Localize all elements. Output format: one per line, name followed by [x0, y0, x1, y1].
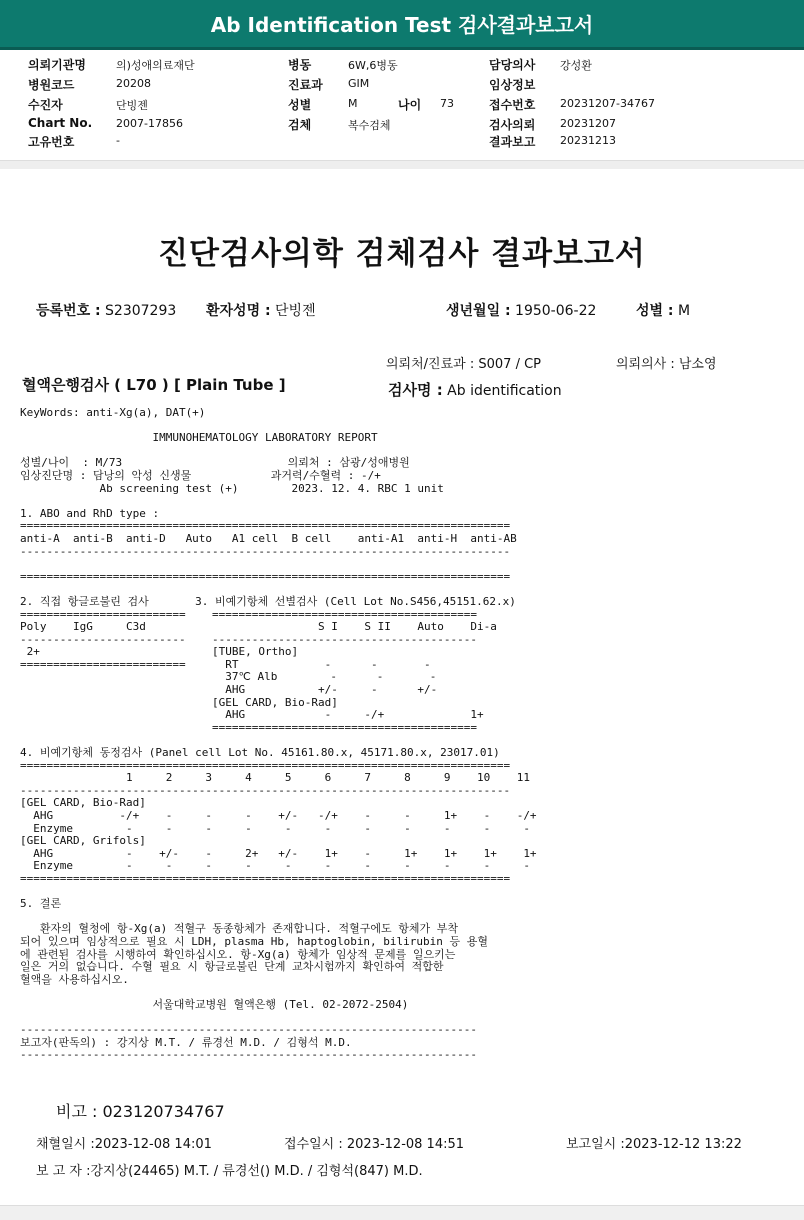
- chart-label: Chart No.: [28, 116, 93, 130]
- reg-value: S2307293: [105, 303, 177, 319]
- name-value: 단빙젠: [275, 303, 316, 319]
- request-dept: 의뢰처/진료과 : S007 / CP: [386, 357, 541, 372]
- reqdate-value: 20231207: [560, 117, 616, 130]
- dept-value: GIM: [348, 77, 370, 90]
- patient-info-panel: [0, 52, 804, 155]
- inst-value: 의)성애의료재단: [116, 59, 195, 72]
- sex-value: M: [348, 97, 358, 110]
- dept-label: 진료과: [288, 78, 323, 92]
- patient-value: 단빙젠: [116, 99, 148, 112]
- note: 비고 : 023120734767: [56, 1102, 225, 1121]
- exam-name: [388, 379, 562, 400]
- repdate-value: 20231213: [560, 134, 616, 147]
- accno-value: 20231207-34767: [560, 97, 655, 110]
- hosp-label: 병원코드: [28, 78, 75, 92]
- ward-value: 6W,6병동: [348, 59, 398, 72]
- ward-label: 병동: [288, 58, 312, 72]
- reporter: 보 고 자 :강지상(24465) M.T. / 류경선() M.D. / 김형석(847) M.D.: [36, 1164, 423, 1179]
- clinical-label: 임상정보: [489, 78, 536, 92]
- hosp-value: 20208: [116, 77, 151, 90]
- doctor-label: 담당의사: [489, 58, 536, 72]
- report-sex-value: M: [677, 303, 691, 319]
- exam-value: Ab identification: [447, 383, 562, 399]
- uid-value: -: [116, 134, 120, 147]
- age-value: 73: [440, 97, 454, 110]
- reg-number: [36, 300, 176, 320]
- exam-label: 검사명 :: [388, 381, 443, 399]
- inst-label: 의뢰기관명: [28, 58, 86, 72]
- dob-label: 생년월일 :: [446, 303, 511, 319]
- reqdate-label: 검사의뢰: [489, 118, 536, 132]
- name-label: 환자성명 :: [206, 303, 271, 319]
- reg-label: 등록번호 :: [36, 303, 101, 319]
- request-doctor: 의뢰의사 : 남소영: [616, 357, 717, 372]
- report-title: 진단검사의학 검체검사 결과보고서: [158, 236, 646, 272]
- report-sex-label: 성별 :: [636, 303, 674, 319]
- lab-report-body: KeyWords: anti-Xg(a), DAT(+) IMMUNOHEMATOLOGY LABORATORY REPORT 성별/나이 : M/73 의뢰처 : 삼광/성애병원 임상진단명 : 담낭의 악성 신생물 과거력/수혈력 : -/+ Ab screening test (+) 2023. 12. 4. RBC 1 unit 1. ABO and RhD type : ========================================================================== anti-A anti-B anti-D Auto A1 cell B cell anti-A1 anti-H anti-AB -------------------------------------------------------------------------- ========================================================================== 2. 직접 항글로불린 검사 3. 비예기항체 선별검사 (Cell Lot No.S456,45151.62.x) ========================= ======================================== Poly IgG C3d S I S II Auto Di-a ------------------------- ---------------------------------------- 2+ [TUBE, Ortho] ========================= RT - - - 37℃ Alb - - - AHG +/- - +/- [GEL CARD, Bio-Rad] AHG - -/+ 1+ ======================================== 4. 비예기항체 동정검사 (Panel cell Lot No. 45161.80.x, 45171.80.x, 23017.01) ========================================================================== 1 2 3 4 5 6 7 8 9 10 11 -------------------------------------------------------------------------- [GEL CARD, Bio-Rad] AHG -/+ - - - +/- -/+ - - 1+ - -/+ Enzyme - - - - - - - - - - - [GEL CARD, Grifols] AHG - +/- - 2+ +/- 1+ - 1+ 1+ 1+ 1+ Enzyme - - - - - - - - - - - ========================================================================== 5. 결론 환자의 혈청에 항-Xg(a) 적혈구 동종항체가 존재합니다. 적혈구에도 항체가 부착 되어 있으며 임상적으로 필요 시 LDH, plasma Hb, haptoglobin, bilirubin 등 용혈 에 관련된 검사를 시행하여 확인하십시오. 항-Xg(a) 항체가 임상적 문제를 일으키는 일은 거의 없습니다. 수혈 필요 시 항글로불린 단계 교차시험까지 확인하여 적합한 혈액을 사용하십시오. 서울대학교병원 혈액은행 (Tel. 02-2072-2504) --------------------------------------------------------------------- 보고자(판독의) : 강지상 M.T. / 류경선 M.D. / 김형석 M.D. ---------------------------------------------------------------------: [20, 407, 537, 1062]
- report-header-title: Ab Identification Test 검사결과보고서: [210, 13, 594, 37]
- specimen-label: 검체: [288, 118, 312, 132]
- uid-label: 고유번호: [28, 135, 75, 149]
- report-time: 보고일시 :2023-12-12 13:22: [566, 1137, 742, 1152]
- receive-time: 접수일시 : 2023-12-08 14:51: [284, 1137, 465, 1152]
- collect-time: 채혈일시 :2023-12-08 14:01: [36, 1137, 212, 1152]
- sex-label: 성별: [288, 98, 312, 112]
- patient-name: [206, 300, 316, 320]
- repdate-label: 결과보고: [489, 135, 536, 149]
- bottom-divider: [0, 1205, 804, 1220]
- chart-value: 2007-17856: [116, 117, 183, 130]
- doctor-value: 강성환: [560, 59, 592, 72]
- section-title: 혈액은행검사 ( L70 ) [ Plain Tube ]: [22, 376, 286, 394]
- accno-label: 접수번호: [489, 98, 536, 112]
- title-bar: [0, 0, 804, 50]
- specimen-value: 복수검체: [348, 119, 391, 132]
- patient-label: 수진자: [28, 98, 63, 112]
- birth-date: [446, 300, 596, 320]
- report-sex: [636, 300, 690, 320]
- section-divider: [0, 160, 804, 169]
- age-label: 나이: [398, 98, 422, 112]
- dob-value: 1950-06-22: [515, 303, 597, 319]
